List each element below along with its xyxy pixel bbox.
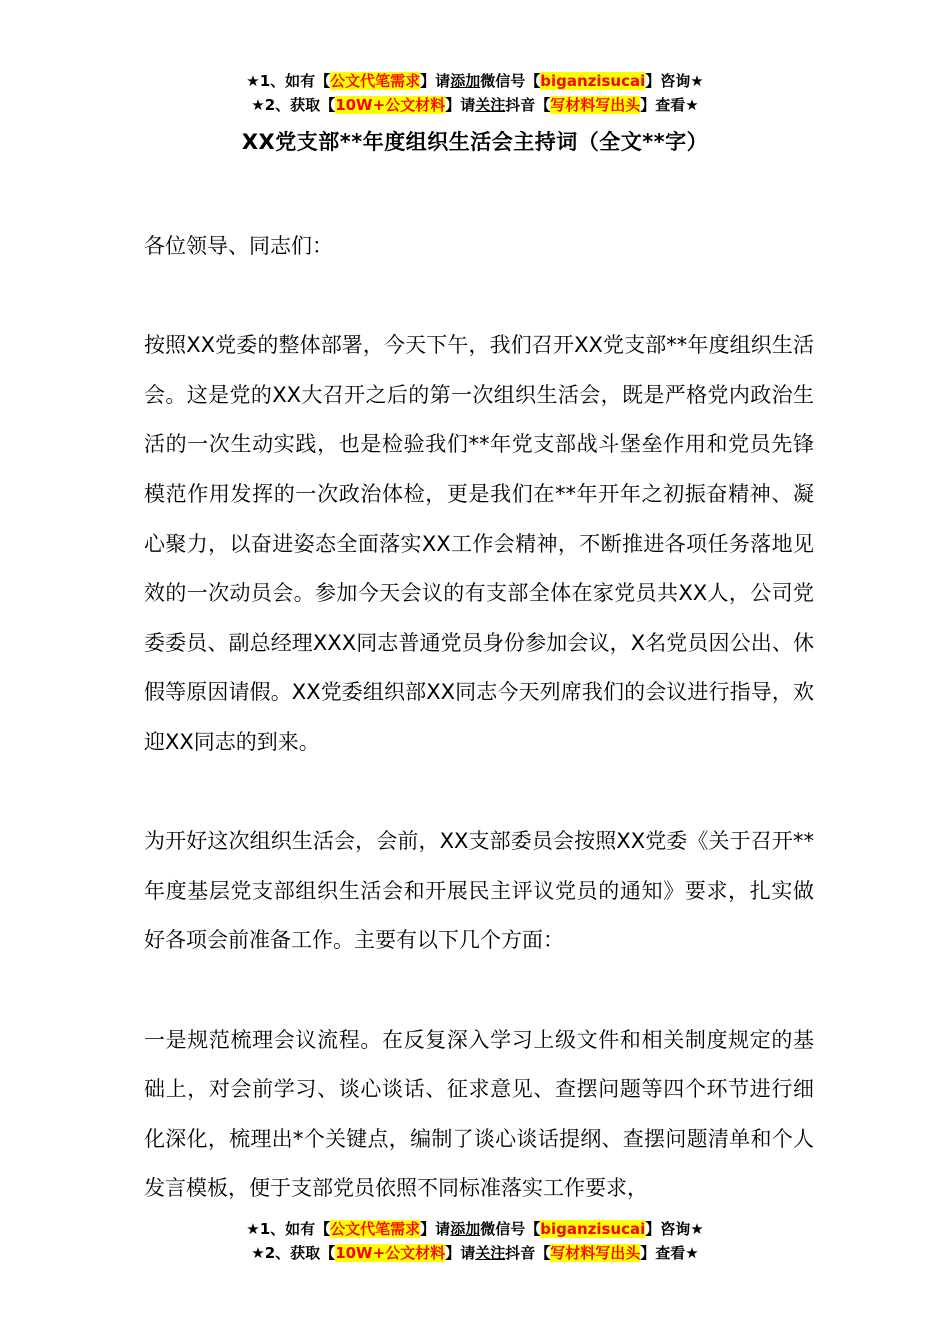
paragraph: 为开好这次组织生活会，会前，XX支部委员会按照XX党委《关于召开**年度基层党支部组织生活会和开展民主评议党员的通知》要求，扎实做好各项会前准备工作。主要有以下几个方面： [144, 829, 814, 953]
document-title: XX党支部**年度组织生活会主持词（全文**字） [241, 130, 709, 154]
paragraph: 按照XX党委的整体部署，今天下午，我们召开XX党支部**年度组织生活会。这是党的XX大召开之后的第一次组织生活会，既是严格党内政治生活的一次生动实践，也是检验我们**年党支部战斗堡垒作用和党员先锋模范作用发挥的一次政治体检，更是我们在**年开年之初振奋精神、凝心聚力，以奋进姿态全面落实XX工作会精神，不断推进各项任务落地见效的一次动员会。参加今天会议的有支部全体在家党员共XX人，公司党委委员、副总经理XXX同志普通党员身份参加会议，X名党员因公出、休假等原因请假。XX党委组织部XX同志今天列席我们的会议进行指导，欢迎XX同志的到来。 [144, 333, 814, 754]
highlight-douyin: 写材料写出头 [550, 96, 641, 114]
footer-banner [0, 1217, 950, 1265]
banner-line-1: ★1、如有【公文代笔需求】请添加微信号【biganzisucai】咨询★ [246, 72, 704, 90]
highlight-douyin: 写材料写出头 [550, 1244, 641, 1262]
highlight-material: 10W+公文材料 [335, 96, 446, 114]
highlight-need: 公文代笔需求 [330, 1220, 421, 1238]
paragraph-salutation: 各位领导、同志们： [144, 234, 333, 258]
document-body [144, 222, 814, 1263]
header-banner [0, 69, 950, 117]
highlight-wechat: biganzisucai [540, 72, 646, 90]
highlight-wechat: biganzisucai [540, 1220, 646, 1238]
banner-line-1: ★1、如有【公文代笔需求】请添加微信号【biganzisucai】咨询★ [246, 1220, 704, 1238]
highlight-material: 10W+公文材料 [335, 1244, 446, 1262]
highlight-need: 公文代笔需求 [330, 72, 421, 90]
banner-line-2: ★2、获取【10W+公文材料】请关注抖音【写材料写出头】查看★ [251, 1244, 699, 1262]
paragraph: 一是规范梳理会议流程。在反复深入学习上级文件和相关制度规定的基础上，对会前学习、谈心谈话、征求意见、查摆问题等四个环节进行细化深化，梳理出*个关键点，编制了谈心谈话提纲、查摆问题清单和个人发言模板，便于支部党员依照不同标准落实工作要求， [144, 1027, 814, 1201]
banner-line-2: ★2、获取【10W+公文材料】请关注抖音【写材料写出头】查看★ [251, 96, 699, 114]
